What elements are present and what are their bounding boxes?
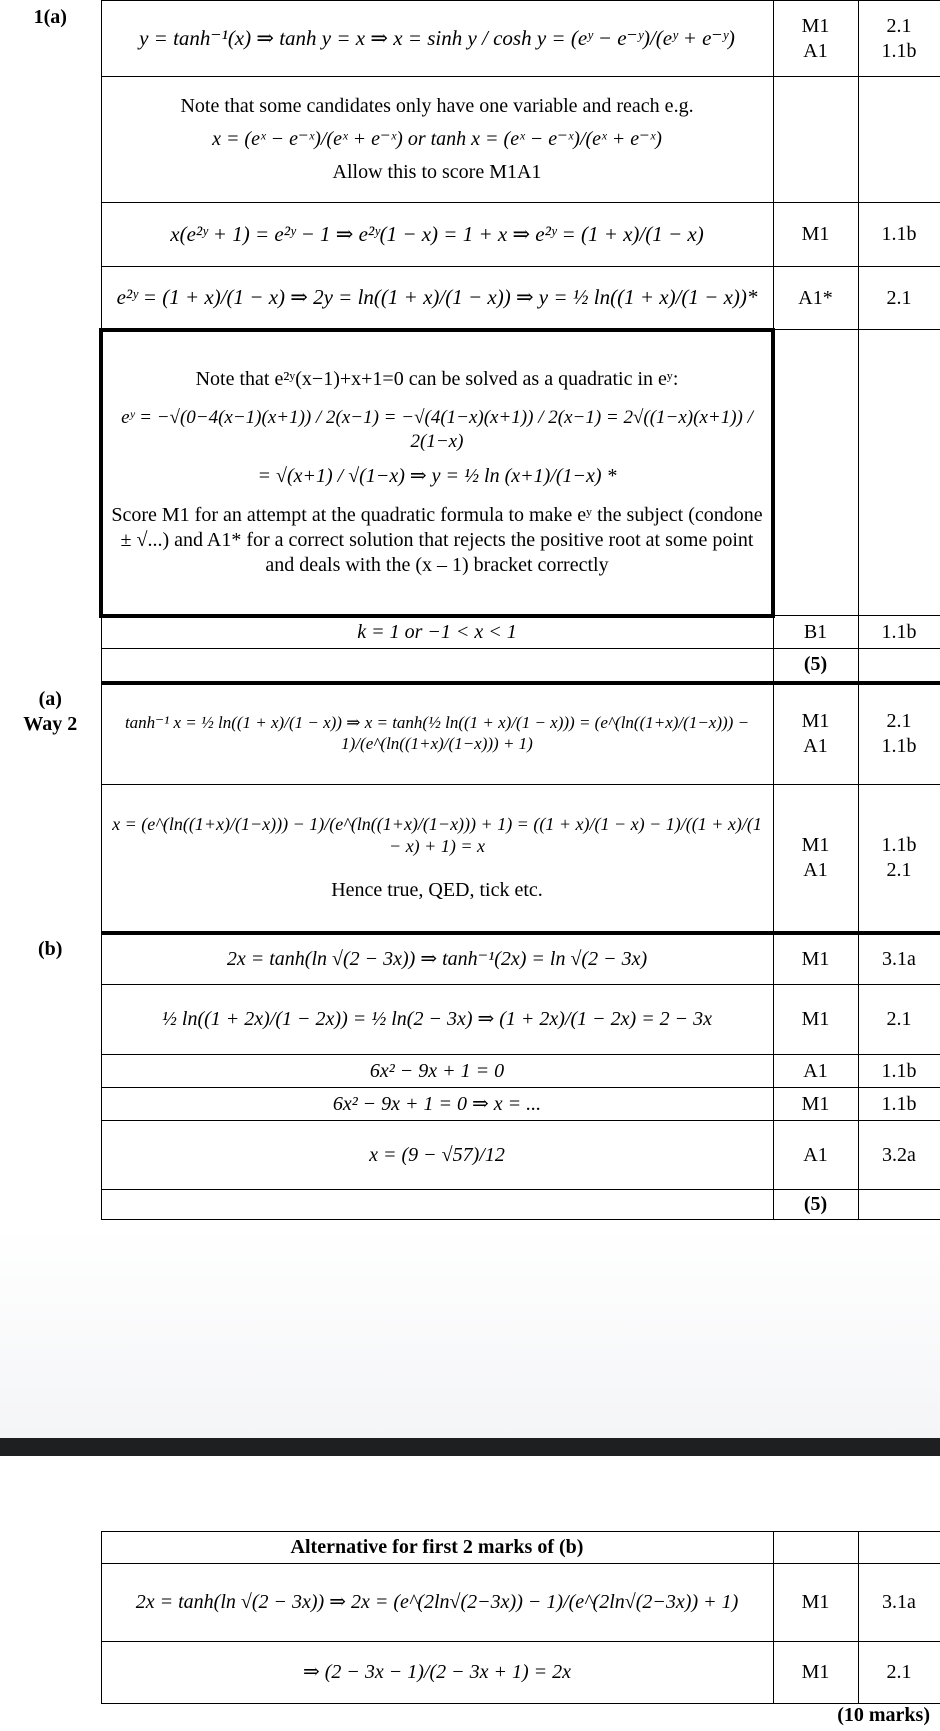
working-cell: x = (9 − √57)/12	[101, 1121, 773, 1190]
table-row	[0, 1564, 940, 1642]
marks-total: (5)	[773, 1190, 858, 1220]
table-row	[0, 649, 940, 683]
ao-cell: 2.1	[858, 1642, 940, 1704]
working-cell: 2x = tanh(ln √(2 − 3x)) ⇒ tanh⁻¹(2x) = ln √(2 − 3x)	[101, 933, 773, 985]
question-label	[0, 330, 101, 616]
marks-cell: M1	[773, 203, 858, 267]
question-label	[0, 1121, 101, 1190]
table-row	[0, 616, 940, 649]
working-cell	[101, 785, 773, 933]
marks-cell	[773, 77, 858, 203]
working-text: e²ʸ = (1 + x)/(1 − x) ⇒ 2y = ln((1 + x)/(1 − x)) ⇒ y = ½ ln((1 + x)/(1 − x))*	[116, 284, 758, 309]
marks-cell: B1	[773, 616, 858, 649]
question-label	[0, 649, 101, 683]
ao-cell: 2.1 1.1b	[858, 683, 940, 785]
question-label	[0, 1190, 101, 1220]
table-row	[0, 267, 940, 330]
question-label	[0, 785, 101, 933]
note-text: Note that e²ʸ(x−1)+x+1=0 can be solved as a quadratic in eʸ:	[195, 368, 679, 391]
working-cell	[101, 203, 773, 267]
marks-cell	[773, 330, 858, 616]
ao-cell: 2.1	[858, 985, 940, 1055]
question-label: (b)	[0, 933, 101, 985]
working-text: y = tanh⁻¹(x) ⇒ tanh y = x ⇒ x = sinh y / cosh y = (eʸ − e⁻ʸ)/(eʸ + e⁻ʸ)	[139, 26, 735, 50]
marks-cell: M1	[773, 933, 858, 985]
working-cell: ½ ln((1 + 2x)/(1 − 2x)) = ½ ln(2 − 3x) ⇒ (1 + 2x)/(1 − 2x) = 2 − 3x	[101, 985, 773, 1055]
ao-cell: 1.1b 2.1	[858, 785, 940, 933]
page-separator	[0, 1438, 940, 1456]
working-cell	[101, 77, 773, 203]
marks-cell: A1*	[773, 267, 858, 330]
table-row	[0, 1121, 940, 1190]
working-text: tanh⁻¹ x = ½ ln((1 + x)/(1 − x)) ⇒ x = tanh(½ ln((1 + x)/(1 − x))) = (e^(ln((1+x)/(1−x))) − 1)/(e^(ln((1+x)/(1−x))) + 1)	[124, 713, 750, 754]
marks-cell: M1 A1	[773, 1, 858, 77]
question-label	[0, 985, 101, 1055]
ao-cell	[858, 1190, 940, 1220]
ao-cell	[858, 77, 940, 203]
ao-cell: 3.2a	[858, 1121, 940, 1190]
note-text: Note that some candidates only have one variable and reach e.g.	[180, 95, 694, 117]
page-gap	[0, 1228, 940, 1438]
ao-cell	[858, 330, 940, 616]
working-cell	[101, 683, 773, 785]
ao-cell	[858, 1532, 940, 1564]
question-label	[0, 1532, 101, 1564]
table-row	[0, 77, 940, 203]
working-cell: 6x² − 9x + 1 = 0	[101, 1055, 773, 1088]
marks-cell: A1	[773, 1121, 858, 1190]
question-label	[0, 1055, 101, 1088]
total-marks: (10 marks)	[837, 1704, 930, 1726]
table-row	[0, 1055, 940, 1088]
ao-cell: 2.1 1.1b	[858, 1, 940, 77]
ao-cell: 1.1b	[858, 616, 940, 649]
working-cell	[101, 1190, 773, 1220]
question-label	[0, 203, 101, 267]
ao-cell: 1.1b	[858, 203, 940, 267]
ao-cell: 1.1b	[858, 1055, 940, 1088]
working-text: = √(x+1) / √(1−x) ⇒ y = ½ ln (x+1)/(1−x) *	[257, 464, 617, 487]
ao-cell	[858, 649, 940, 683]
ao-cell: 1.1b	[858, 1088, 940, 1121]
marks-cell: M1	[773, 1642, 858, 1704]
question-label	[0, 1088, 101, 1121]
table-row	[0, 683, 940, 785]
marks-cell: M1	[773, 1088, 858, 1121]
table-row	[0, 933, 940, 985]
working-cell: ⇒ (2 − 3x − 1)/(2 − 3x + 1) = 2x	[101, 1642, 773, 1704]
boxed-note	[101, 330, 773, 616]
question-label: (a) Way 2	[0, 683, 101, 785]
note-text: Hence true, QED, tick etc.	[331, 878, 543, 901]
working-text: x(e²ʸ + 1) = e²ʸ − 1 ⇒ e²ʸ(1 − x) = 1 + x ⇒ e²ʸ = (1 + x)/(1 − x)	[170, 222, 704, 246]
marks-cell: M1	[773, 1564, 858, 1642]
note-text: Allow this to score M1A1	[332, 161, 542, 183]
question-label	[0, 77, 101, 203]
table-row	[0, 785, 940, 933]
working-cell	[101, 649, 773, 683]
question-label	[0, 267, 101, 330]
marks-cell	[773, 1532, 858, 1564]
alternative-heading: Alternative for first 2 marks of (b)	[101, 1532, 773, 1564]
working-text: x = (eˣ − e⁻ˣ)/(eˣ + e⁻ˣ) or tanh x = (eˣ − e⁻ˣ)/(eˣ + e⁻ˣ)	[212, 128, 662, 150]
table-row	[0, 203, 940, 267]
alternative-table	[0, 1531, 940, 1704]
question-label: 1(a)	[0, 1, 101, 77]
note-text: Score M1 for an attempt at the quadratic formula to make eʸ the subject (condone ± √...) and A1* for a correct solution that rejects the positive root at some point and deals with the (x – 1) bracket correctly	[111, 503, 763, 576]
marks-total: (5)	[773, 649, 858, 683]
working-cell: 6x² − 9x + 1 = 0 ⇒ x = ...	[101, 1088, 773, 1121]
table-row	[0, 330, 940, 616]
ao-cell: 2.1	[858, 267, 940, 330]
table-row	[0, 1190, 940, 1220]
table-row	[0, 1088, 940, 1121]
table-row	[0, 1642, 940, 1704]
ao-cell: 3.1a	[858, 933, 940, 985]
working-cell	[101, 1, 773, 77]
marks-cell: M1 A1	[773, 683, 858, 785]
question-label	[0, 1564, 101, 1642]
table-row	[0, 985, 940, 1055]
working-cell: 2x = tanh(ln √(2 − 3x)) ⇒ 2x = (e^(2ln√(2−3x)) − 1)/(e^(2ln√(2−3x)) + 1)	[101, 1564, 773, 1642]
working-cell: k = 1 or −1 < x < 1	[101, 616, 773, 649]
marks-cell: A1	[773, 1055, 858, 1088]
marks-cell: M1	[773, 985, 858, 1055]
marks-cell: M1 A1	[773, 785, 858, 933]
table-row	[0, 1532, 940, 1564]
working-text: x = (e^(ln((1+x)/(1−x))) − 1)/(e^(ln((1+x)/(1−x))) + 1) = ((1 + x)/(1 − x) − 1)/((1 + x)/(1 − x) + 1) = x	[112, 813, 762, 857]
working-cell	[101, 267, 773, 330]
table-row	[0, 1, 940, 77]
ao-cell: 3.1a	[858, 1564, 940, 1642]
question-label	[0, 1642, 101, 1704]
question-label	[0, 616, 101, 649]
working-text: eʸ = −√(0−4(x−1)(x+1)) / 2(x−1) = −√(4(1−x)(x+1)) / 2(x−1) = 2√((1−x)(x+1)) / 2(1−x)	[121, 407, 753, 452]
